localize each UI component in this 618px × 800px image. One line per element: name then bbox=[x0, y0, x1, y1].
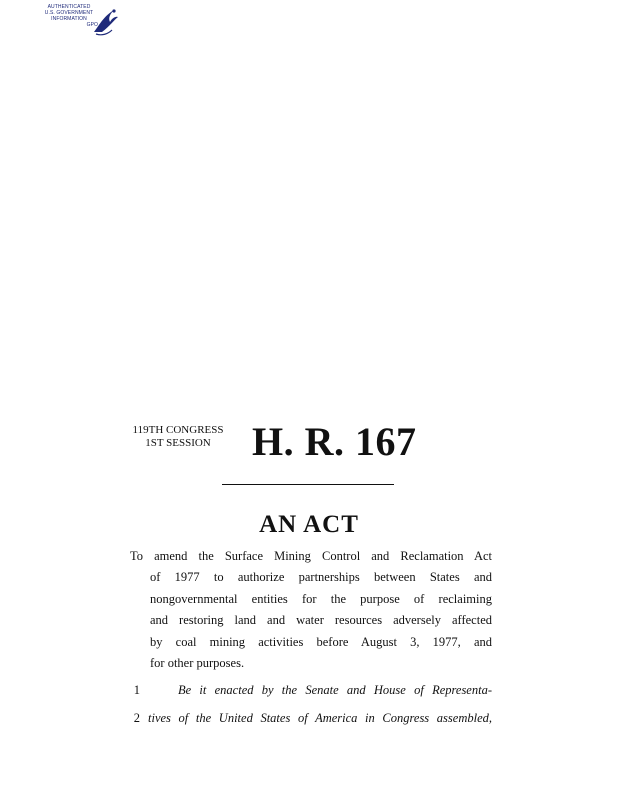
purpose-line: nongovernmental entities for the purpose of reclaiming bbox=[150, 591, 492, 606]
header-divider bbox=[222, 484, 394, 485]
eagle-icon bbox=[90, 4, 120, 38]
purpose-line: To amend the Surface Mining Control and Reclamation Act bbox=[130, 549, 492, 563]
line-number: 2 bbox=[133, 711, 140, 725]
purpose-line: of 1977 to authorize partnerships between States and bbox=[150, 570, 492, 585]
document-title: AN ACT bbox=[259, 511, 359, 538]
session-label: 1ST SESSION bbox=[145, 437, 211, 449]
enacting-clause-text: tives of the United States of America in Congress assembled, bbox=[148, 711, 492, 725]
gpo-logo-line-2: U.S. GOVERNMENT bbox=[44, 10, 94, 16]
purpose-line: for other purposes. bbox=[150, 656, 245, 671]
purpose-statement bbox=[130, 546, 492, 674]
enacting-clause-line bbox=[0, 680, 618, 700]
gpo-logo-line-4: GPO bbox=[86, 22, 98, 28]
line-number: 1 bbox=[133, 683, 140, 697]
enacting-clause-text: Be it enacted by the Senate and House of Representa- bbox=[178, 683, 492, 697]
bill-number: H. R. 167 bbox=[252, 419, 417, 464]
gpo-logo-line-3: INFORMATION bbox=[51, 16, 87, 22]
purpose-line: by coal mining activities before August 3, 1977, and bbox=[150, 634, 492, 649]
purpose-line: and restoring land and water resources adversely affected bbox=[150, 613, 492, 628]
congress-session-block bbox=[118, 424, 238, 450]
congress-label: 119TH CONGRESS bbox=[132, 424, 224, 436]
enacting-clause-line bbox=[0, 708, 618, 728]
gpo-authentication-logo bbox=[36, 4, 116, 38]
gpo-logo-line-1: AUTHENTICATED bbox=[47, 4, 91, 10]
